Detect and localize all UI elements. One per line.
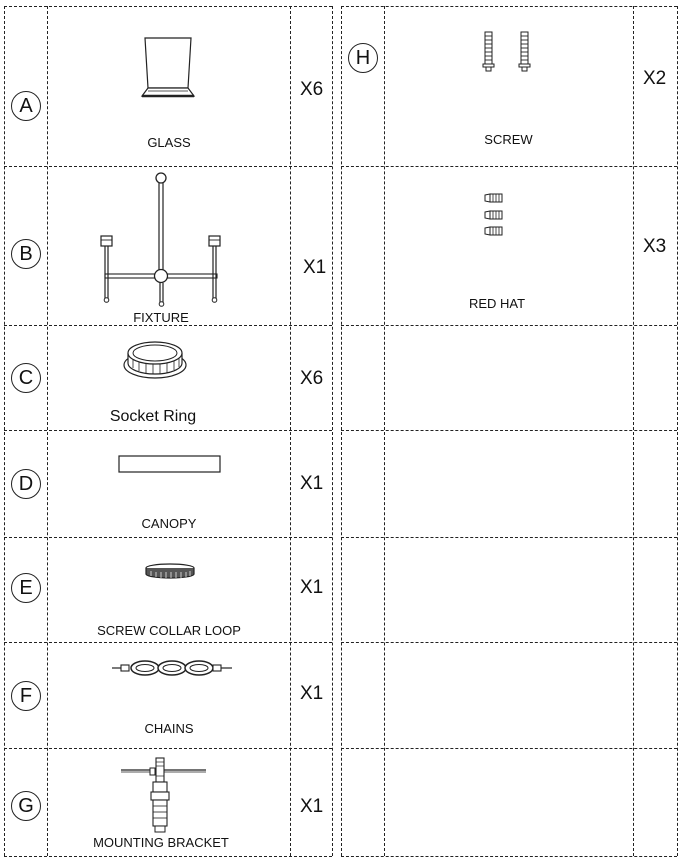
mounting-bracket-icon <box>120 756 208 834</box>
table-border <box>4 6 5 856</box>
part-qty-screw: X2 <box>643 68 667 89</box>
table-border <box>4 748 332 749</box>
table-border <box>4 856 332 857</box>
part-name-chains: CHAINS <box>144 721 194 736</box>
socket-ring-icon <box>121 337 189 383</box>
part-letter-d: D <box>11 469 41 499</box>
part-qty-mounting-bracket: X1 <box>300 796 324 817</box>
part-qty-fixture: X1 <box>303 257 327 278</box>
table-border <box>332 6 333 856</box>
part-name-socket-ring: Socket Ring <box>109 408 197 425</box>
part-name-canopy: CANOPY <box>141 516 197 531</box>
table-border <box>4 166 332 167</box>
chains-icon <box>111 658 233 678</box>
table-border <box>4 430 332 431</box>
glass-shade-icon <box>140 36 196 100</box>
table-border <box>341 6 677 7</box>
wire-nut-icon <box>483 192 505 238</box>
table-border <box>341 166 677 167</box>
fixture-icon <box>98 170 223 308</box>
part-letter-g: G <box>11 791 41 821</box>
table-border <box>4 6 332 7</box>
table-border <box>341 537 677 538</box>
canopy-icon <box>118 455 222 475</box>
table-border <box>341 748 677 749</box>
part-name-fixture: FIXTURE <box>133 310 189 325</box>
part-letter-f: F <box>11 681 41 711</box>
table-border <box>4 325 332 326</box>
table-border <box>341 856 677 857</box>
part-letter-h: H <box>348 43 378 73</box>
table-border <box>341 6 342 856</box>
table-border <box>677 6 678 856</box>
table-border <box>633 6 634 856</box>
part-letter-a: A <box>11 91 41 121</box>
part-name-screw-collar-loop: SCREW COLLAR LOOP <box>97 623 241 638</box>
part-letter-e: E <box>11 573 41 603</box>
screw-icon <box>481 31 533 73</box>
table-border <box>341 325 677 326</box>
part-name-red-hat: RED HAT <box>468 296 526 311</box>
part-qty-glass: X6 <box>300 79 324 100</box>
part-qty-socket-ring: X6 <box>300 368 324 389</box>
table-border <box>341 430 677 431</box>
part-name-screw: SCREW <box>484 132 533 147</box>
part-letter-b: B <box>11 239 41 269</box>
part-qty-red-hat: X3 <box>643 236 667 257</box>
table-border <box>341 642 677 643</box>
table-border <box>290 6 291 856</box>
table-border <box>4 537 332 538</box>
part-letter-c: C <box>11 363 41 393</box>
part-qty-screw-collar-loop: X1 <box>300 577 324 598</box>
part-name-glass: GLASS <box>147 135 191 150</box>
part-qty-chains: X1 <box>300 683 324 704</box>
screw-collar-loop-icon <box>143 563 197 580</box>
part-qty-canopy: X1 <box>300 473 324 494</box>
table-border <box>4 642 332 643</box>
part-name-mounting-bracket: MOUNTING BRACKET <box>93 835 229 850</box>
